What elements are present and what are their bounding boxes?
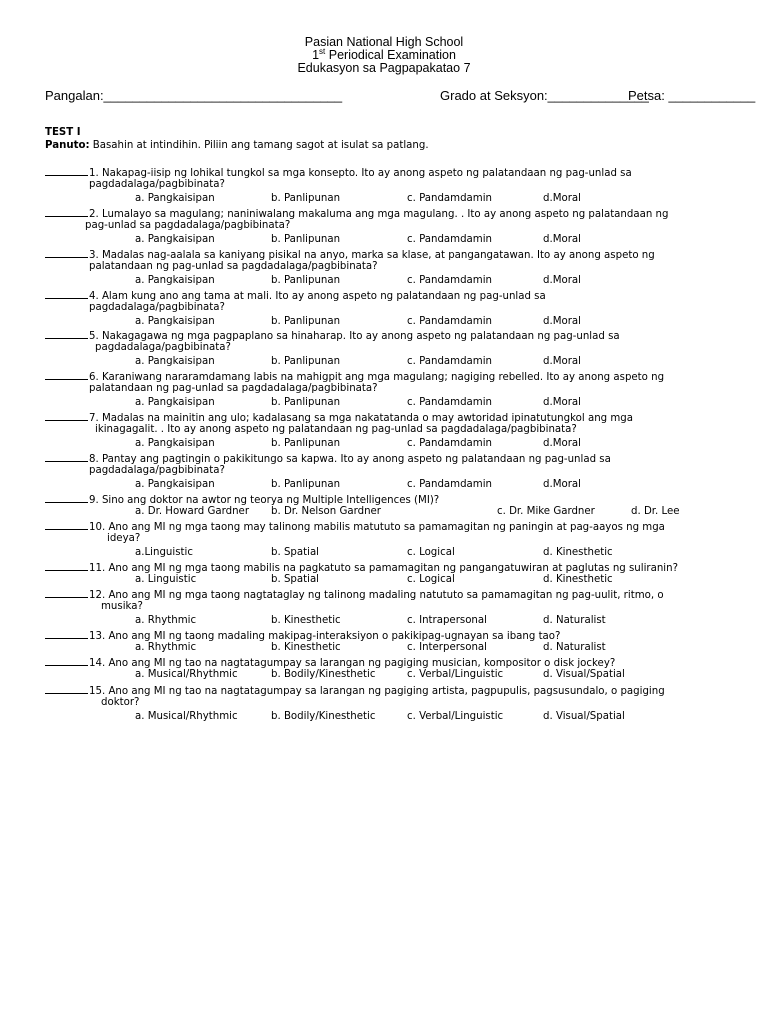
question-1	[45, 166, 632, 179]
option-c: c. Logical	[407, 547, 455, 558]
option-a: a. Pangkaisipan	[135, 234, 215, 245]
option-d: d.Moral	[543, 234, 581, 245]
answer-blank[interactable]	[45, 289, 88, 299]
question-11	[45, 561, 678, 574]
option-d: d. Visual/Spatial	[543, 669, 625, 680]
question-4	[45, 289, 546, 302]
grade-section-field[interactable]: Grado at Seksyon:______________	[440, 88, 649, 103]
option-d: d.Moral	[543, 356, 581, 367]
question-15	[45, 684, 665, 697]
option-c: c. Pandamdamin	[407, 234, 493, 245]
header	[0, 36, 768, 75]
option-b: b. Panlipunan	[271, 479, 341, 490]
option-a: a. Pangkaisipan	[135, 316, 215, 327]
option-b: b. Bodily/Kinesthetic	[271, 669, 376, 680]
option-d: d.Moral	[543, 397, 581, 408]
option-a: a. Pangkaisipan	[135, 275, 215, 286]
answer-blank[interactable]	[45, 684, 88, 694]
question-3	[45, 248, 655, 261]
option-c: c. Verbal/Linguistic	[407, 669, 504, 680]
question-7	[45, 411, 633, 424]
option-a: a. Linguistic	[135, 574, 197, 585]
option-d: d.Moral	[543, 193, 581, 204]
option-d: d.Moral	[543, 316, 581, 327]
option-c: c. Logical	[407, 574, 455, 585]
option-a: a. Pangkaisipan	[135, 356, 215, 367]
question-2	[45, 207, 668, 220]
option-a: a. Pangkaisipan	[135, 193, 215, 204]
option-a: a. Rhythmic	[135, 642, 197, 653]
option-a: a. Rhythmic	[135, 615, 197, 626]
question-12	[45, 588, 664, 601]
question-text: 11. Ano ang MI ng mga taong mabilis na pagkatuto sa pamamagitan ng pangangatuwiran at paglutas ng suliranin?	[89, 563, 678, 574]
date-field[interactable]: Petsa: ____________	[628, 88, 756, 103]
question-14	[45, 656, 615, 669]
answer-blank[interactable]	[45, 561, 88, 571]
test-title: TEST I	[45, 127, 81, 138]
question-text: 8. Pantay ang pagtingin o pakikitungo sa kapwa. Ito ay anong aspeto ng palatandaan ng pag-unlad sa	[89, 454, 611, 465]
option-c: c. Dr. Mike Gardner	[497, 506, 595, 517]
option-b: b. Spatial	[271, 574, 320, 585]
option-d: d. Naturalist	[543, 615, 606, 626]
option-d: d.Moral	[543, 438, 581, 449]
option-c: c. Pandamdamin	[407, 438, 493, 449]
question-text-cont: musika?	[101, 601, 143, 612]
option-d: d. Dr. Lee	[631, 506, 680, 517]
question-text-cont: doktor?	[101, 697, 140, 708]
option-d: d. Kinesthetic	[543, 547, 613, 558]
question-text-cont: pagdadalaga/pagbibinata?	[95, 342, 231, 353]
question-text: 14. Ano ang MI ng tao na nagtatagumpay sa larangan ng pagiging musician, kompositor o disk jockey?	[89, 658, 616, 669]
answer-blank[interactable]	[45, 411, 88, 421]
question-text: 15. Ano ang MI ng tao na nagtatagumpay sa larangan ng pagiging artista, pagpupulis, pagsusundalo, o pagiging	[89, 686, 665, 697]
option-b: b. Kinesthetic	[271, 642, 341, 653]
answer-blank[interactable]	[45, 656, 88, 666]
question-text: 13. Ano ang MI ng taong madaling makipag-interaksiyon o pakikipag-ugnayan sa ibang tao?	[89, 631, 561, 642]
option-c: c. Pandamdamin	[407, 397, 493, 408]
option-a: a. Musical/Rhythmic	[135, 669, 238, 680]
question-text-cont: ikinagagalit. . Ito ay anong aspeto ng palatandaan ng pag-unlad sa pagdadalaga/pagbibinata?	[95, 424, 577, 435]
option-a: a. Pangkaisipan	[135, 438, 215, 449]
question-text: 9. Sino ang doktor na awtor ng teorya ng Multiple Intelligences (MI)?	[89, 495, 440, 506]
option-b: b. Spatial	[271, 547, 320, 558]
answer-blank[interactable]	[45, 493, 88, 503]
option-b: b. Panlipunan	[271, 193, 341, 204]
question-text-cont: palatandaan ng pag-unlad sa pagdadalaga/pagbibinata?	[89, 261, 378, 272]
question-5	[45, 329, 620, 342]
question-text: 6. Karaniwang nararamdamang labis na mahigpit ang mga magulang; nagiging rebelled. Ito ay anong aspeto ng	[89, 372, 665, 383]
subject-title: Edukasyon sa Pagpapakatao 7	[297, 61, 471, 75]
option-d: d.Moral	[543, 275, 581, 286]
option-d: d. Visual/Spatial	[543, 711, 625, 722]
question-10	[45, 520, 665, 533]
option-b: b. Kinesthetic	[271, 615, 341, 626]
instructions	[45, 140, 429, 151]
school-name: Pasian National High School	[304, 35, 464, 49]
question-text-cont: pagdadalaga/pagbibinata?	[89, 179, 225, 190]
exam-title-rest: Periodical Examination	[325, 48, 456, 62]
option-c: c. Pandamdamin	[407, 275, 493, 286]
option-a: a.Linguistic	[135, 547, 193, 558]
question-6	[45, 370, 664, 383]
answer-blank[interactable]	[45, 629, 88, 639]
answer-blank[interactable]	[45, 329, 88, 339]
option-a: a. Musical/Rhythmic	[135, 711, 238, 722]
option-d: d. Kinesthetic	[543, 574, 613, 585]
question-8	[45, 452, 611, 465]
question-9	[45, 493, 439, 506]
answer-blank[interactable]	[45, 166, 88, 176]
question-text: 12. Ano ang MI ng mga taong nagtataglay ng talinong madaling natututo sa pamamagitan ng pag-uulit, ritmo, o	[89, 590, 664, 601]
option-b: b. Panlipunan	[271, 234, 341, 245]
question-text: 4. Alam kung ano ang tama at mali. Ito ay anong aspeto ng palatandaan ng pag-unlad sa	[89, 291, 546, 302]
question-text: 7. Madalas na mainitin ang ulo; kadalasang sa mga nakatatanda o may awtoridad ipinatutungkol ang mga	[89, 413, 633, 424]
option-b: b. Panlipunan	[271, 316, 341, 327]
question-text: 3. Madalas nag-aalala sa kaniyang pisikal na anyo, marka sa klase, at pangangatawan. Ito ay anong aspeto ng	[89, 250, 655, 261]
option-b: b. Bodily/Kinesthetic	[271, 711, 376, 722]
question-text-cont: pagdadalaga/pagbibinata?	[89, 465, 225, 476]
instructions-label: Panuto:	[45, 140, 90, 151]
question-13	[45, 629, 560, 642]
question-text: 1. Nakapag-iisip ng lohikal tungkol sa mga konsepto. Ito ay anong aspeto ng palatandaan ng pag-unlad sa	[89, 168, 632, 179]
option-c: c. Interpersonal	[407, 642, 487, 653]
question-text-cont: ideya?	[107, 533, 141, 544]
option-c: c. Verbal/Linguistic	[407, 711, 504, 722]
question-text-cont: pag-unlad sa pagdadalaga/pagbibinata?	[85, 220, 291, 231]
option-c: c. Pandamdamin	[407, 193, 493, 204]
answer-blank[interactable]	[45, 520, 88, 530]
question-text: 5. Nakagagawa ng mga pagpaplano sa hinaharap. Ito ay anong aspeto ng palatandaan ng pag-unlad sa	[89, 331, 620, 342]
option-c: c. Pandamdamin	[407, 316, 493, 327]
option-c: c. Pandamdamin	[407, 356, 493, 367]
question-text: 2. Lumalayo sa magulang; naniniwalang makaluma ang mga magulang. . Ito ay anong aspeto ng palatandaan ng	[89, 209, 669, 220]
question-text: 10. Ano ang MI ng mga taong may talinong mabilis matututo sa pamamagitan ng paningin at pag-aayos ng mga	[89, 522, 665, 533]
option-b: b. Panlipunan	[271, 438, 341, 449]
name-field[interactable]: Pangalan:_________________________________	[45, 88, 343, 103]
option-b: b. Dr. Nelson Gardner	[271, 506, 381, 517]
answer-blank[interactable]	[45, 588, 88, 598]
option-c: c. Intrapersonal	[407, 615, 487, 626]
answer-blank[interactable]	[45, 452, 88, 462]
exam-ordinal: 1	[312, 48, 320, 62]
answer-blank[interactable]	[45, 248, 88, 258]
option-d: d. Naturalist	[543, 642, 606, 653]
option-a: a. Pangkaisipan	[135, 397, 215, 408]
option-b: b. Panlipunan	[271, 275, 341, 286]
answer-blank[interactable]	[45, 370, 88, 380]
answer-blank[interactable]	[45, 207, 88, 217]
question-text-cont: palatandaan ng pag-unlad sa pagdadalaga/pagbibinata?	[89, 383, 378, 394]
option-d: d.Moral	[543, 479, 581, 490]
option-b: b. Panlipunan	[271, 397, 341, 408]
exam-ordinal-suffix: st	[319, 46, 326, 56]
option-c: c. Pandamdamin	[407, 479, 493, 490]
option-a: a. Dr. Howard Gardner	[135, 506, 250, 517]
option-b: b. Panlipunan	[271, 356, 341, 367]
question-text-cont: pagdadalaga/pagbibinata?	[89, 302, 225, 313]
instructions-text: Basahin at intindihin. Piliin ang tamang sagot at isulat sa patlang.	[89, 140, 429, 151]
option-a: a. Pangkaisipan	[135, 479, 215, 490]
